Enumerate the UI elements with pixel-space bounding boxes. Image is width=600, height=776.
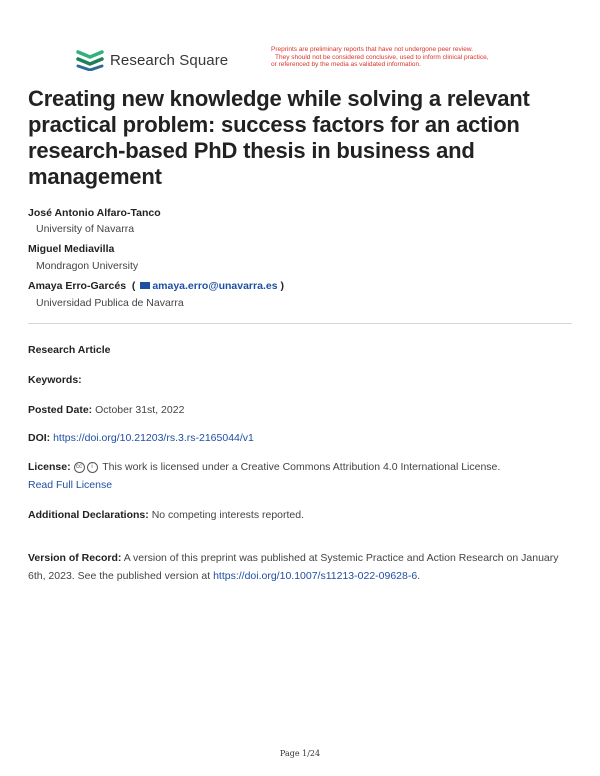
author-email-link[interactable]: amaya.erro@unavarra.es	[152, 280, 278, 292]
version-of-record: Version of Record: A version of this preprint was published at Systemic Practice and Action Research on January 6th, 2023. See the published version at https://doi.org/10.1007/s11213-022-09628-6.	[28, 552, 559, 582]
author-affiliation: Mondragon University	[36, 260, 139, 272]
author-affiliation: University of Navarra	[36, 223, 135, 235]
research-square-logo[interactable]	[76, 49, 228, 71]
author-name: José Antonio Alfaro-Tanco	[28, 207, 161, 219]
cc-by-icon: i	[87, 462, 98, 473]
notice-line: They should not be considered conclusive, used to inform clinical practice,	[275, 53, 489, 61]
envelope-icon	[140, 282, 150, 289]
author-affiliation: Universidad Publica de Navarra	[36, 297, 184, 309]
article-title: Creating new knowledge while solving a relevant practical problem: success factors for an action research-based PhD thesis in business and management	[28, 86, 530, 189]
read-full-license-link[interactable]: Read Full License	[28, 479, 113, 491]
preprint-notice	[271, 46, 541, 69]
author-name-with-email: Amaya Erro-Garcés ( amaya.erro@unavarra.es )	[28, 280, 284, 292]
license: License: cc i This work is licensed under a Creative Commons Attribution 4.0 International License. Read Full License	[28, 461, 501, 491]
author-name: Miguel Mediavilla	[28, 243, 115, 255]
article-type: Research Article	[28, 344, 111, 356]
section-divider	[28, 323, 572, 324]
research-square-logo-icon	[76, 49, 104, 71]
posted-date: Posted Date: October 31st, 2022	[28, 404, 185, 416]
notice-line: or referenced by the media as validated information.	[271, 61, 421, 69]
author-name: Amaya Erro-Garcés	[28, 280, 127, 292]
brand-name: Research Square	[110, 51, 229, 69]
additional-declarations: Additional Declarations: No competing interests reported.	[28, 509, 305, 521]
keywords: Keywords:	[28, 374, 82, 386]
cc-icon: cc	[74, 462, 85, 473]
doi: DOI: https://doi.org/10.21203/rs.3.rs-2165044/v1	[28, 432, 254, 444]
page-number: Page 1/24	[279, 749, 321, 758]
notice-line: Preprints are preliminary reports that have not undergone peer review.	[271, 46, 473, 53]
doi-link[interactable]: https://doi.org/10.21203/rs.3.rs-2165044/v1	[53, 432, 254, 444]
published-version-link[interactable]: https://doi.org/10.1007/s11213-022-09628-6	[213, 570, 418, 582]
